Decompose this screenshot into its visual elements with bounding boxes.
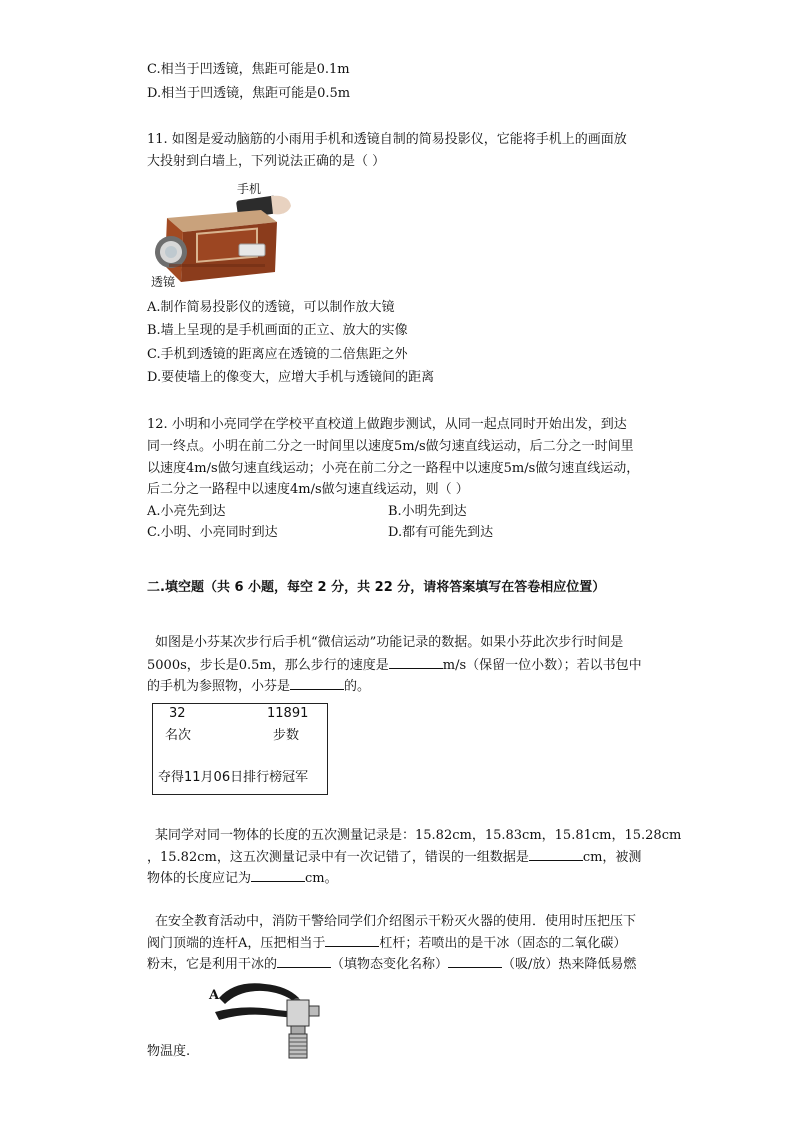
q15-line3 (147, 955, 636, 974)
q14-line1: 某同学对同一物体的长度的五次测量记录是：15.82cm，15.83cm，15.81cm，15.28cm (155, 828, 682, 843)
q15-line3-text-a: 粉末，它是利用干冰的 (147, 957, 278, 972)
q14-line2-text-b: cm，被测 (582, 850, 642, 865)
q15-line4: 物温度. (147, 1044, 191, 1059)
extinguisher-valve-figure (205, 976, 325, 1062)
figure-label-phone: 手机 (237, 182, 262, 196)
q13-motion-blank[interactable] (290, 677, 344, 690)
q14-length-blank[interactable] (251, 869, 305, 882)
projector-figure (149, 178, 299, 290)
q12-option-b: B.小明先到达 (388, 504, 467, 519)
box-steps-label: 步数 (273, 728, 300, 743)
q14-line2-text-a: ，15.82cm，这五次测量记录中有一次记错了，错误的一组数据是 (147, 850, 529, 865)
q13-line2-text-a: 5000s，步长是0.5m，那么步行的速度是 (147, 658, 389, 673)
q15-line2-text-a: 阀门顶端的连杆A，压把相当于 (147, 936, 326, 951)
q12-stem-line3: 以速度4m/s做匀速直线运动；小亮在前二分之一路程中以速度5m/s做匀速直线运动， (147, 461, 640, 476)
q12-stem-line1: 12. 小明和小亮同学在学校平直校道上做跑步测试，从同一起点同时开始出发，到达 (147, 417, 627, 432)
q12-option-d: D.都有可能先到达 (388, 525, 494, 540)
q12-stem-line2: 同一终点。小明在前二分之一时间里以速度5m/s做匀速直线运动，后二分之一时间里 (147, 439, 634, 454)
q15-line3-text-c: （吸/放）热来降低易燃 (502, 957, 637, 972)
q11-stem-line1: 11. 如图是爱动脑筋的小雨用手机和透镜自制的简易投影仪，它能将手机上的画面放 (147, 132, 627, 147)
q12-option-a: A.小亮先到达 (147, 504, 226, 519)
box-rank-label: 名次 (165, 728, 192, 743)
q12-stem-line4: 后二分之一路程中以速度4m/s做匀速直线运动，则（ ） (147, 482, 469, 497)
q13-speed-blank[interactable] (389, 656, 443, 669)
q15-line3-text-b: （填物态变化名称） (331, 957, 449, 972)
q11-option-b: B.墙上呈现的是手机画面的正立、放大的实像 (147, 323, 408, 338)
q13-line3-text-b: 的。 (344, 679, 371, 694)
q13-line3 (147, 677, 370, 696)
q11-stem-line2: 大投射到白墙上，下列说法正确的是（ ） (147, 154, 386, 169)
q14-line3-text-a: 物体的长度应记为 (147, 871, 252, 886)
q11-option-c: C.手机到透镜的距离应在透镜的二倍焦距之外 (147, 347, 408, 362)
figure-label-a: A (209, 988, 220, 1003)
box-steps-value: 11891 (267, 706, 309, 721)
q13-line2 (147, 656, 642, 675)
extinguisher-valve-illustration (205, 976, 325, 1062)
section2-heading: 二.填空题（共 6 小题，每空 2 分，共 22 分，请将答案填写在答卷相应位置） (147, 580, 606, 595)
q10-option-c: C.相当于凹透镜，焦距可能是0.1m (147, 62, 350, 77)
q14-wrong-data-blank[interactable] (529, 848, 583, 861)
wechat-sport-record-box (152, 703, 328, 795)
q15-lever-blank[interactable] (325, 934, 379, 947)
box-rank-value: 32 (169, 706, 186, 721)
box-footer: 夺得11月06日排行榜冠军 (158, 770, 309, 785)
q15-line2-text-b: 杠杆；若喷出的是干冰（固态的二氧化碳） (379, 936, 627, 951)
figure-label-lens: 透镜 (151, 275, 176, 289)
q15-phase-change-blank[interactable] (277, 955, 331, 968)
q11-option-d: D.要使墙上的像变大，应增大手机与透镜间的距离 (147, 370, 435, 385)
q13-line3-text-a: 的手机为参照物，小芬是 (147, 679, 291, 694)
q11-option-a: A.制作简易投影仪的透镜，可以制作放大镜 (147, 300, 395, 315)
q13-line2-text-b: m/s（保留一位小数）；若以书包中 (442, 658, 642, 673)
q15-line1: 在安全教育活动中，消防干警给同学们介绍图示干粉灭火器的使用．使用时压把压下 (155, 914, 637, 929)
q15-line2 (147, 934, 626, 953)
q10-option-d: D.相当于凹透镜，焦距可能是0.5m (147, 86, 351, 101)
q15-heat-blank[interactable] (448, 955, 502, 968)
q14-line2 (147, 848, 641, 867)
q14-line3-text-b: cm。 (305, 871, 338, 886)
q14-line3 (147, 869, 338, 888)
q13-line1: 如图是小芬某次步行后手机“微信运动”功能记录的数据。如果小芬此次步行时间是 (155, 635, 624, 650)
q12-option-c: C.小明、小亮同时到达 (147, 525, 278, 540)
